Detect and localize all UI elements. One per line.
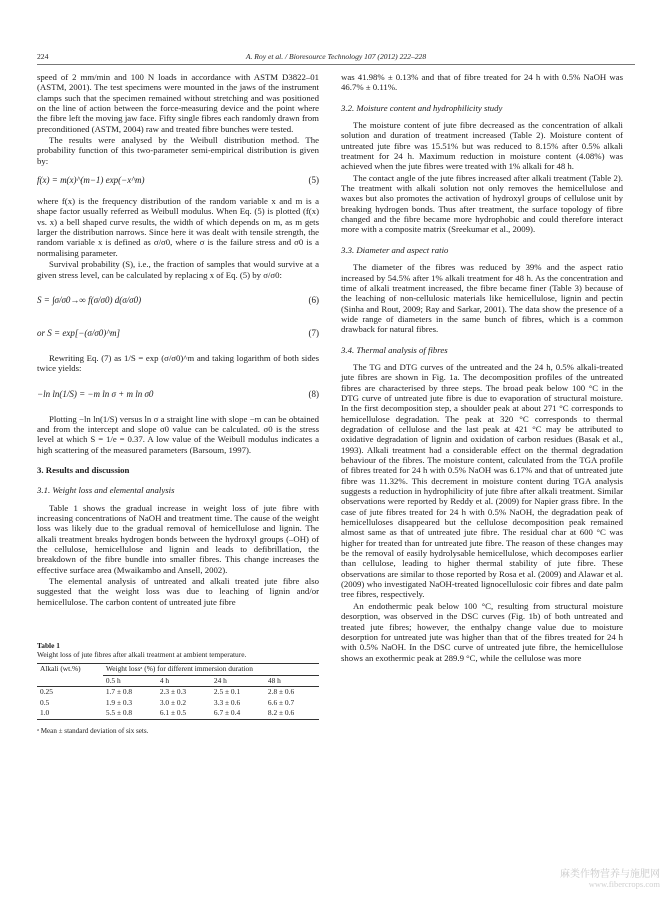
table-cell: 0.5 xyxy=(40,697,50,707)
table-1 xyxy=(37,663,319,720)
paragraph: Survival probability (S), i.e., the fraction of samples that would survive at a given stress level, can be calculated by replacing x of Eq. (5) by σ/σ0: xyxy=(37,259,319,280)
table-footnote: ᵃ Mean ± standard deviation of six sets. xyxy=(37,727,149,735)
table-row xyxy=(37,687,319,698)
table-cell: 3.3 ± 0.6 xyxy=(213,697,241,707)
paragraph: An endothermic peak below 100 °C, resulting from structural moisture desorption, was observed in the DSC curves (Fig. 1b) of both untreated and treated jute fibres; however, the enthalpy change value due to moisture desorption for untreated jute was higher than that of the fibres treated for 24 h with 0.5% NaOH. In the DSC curve of untreated jute fibre, the hemicellulose shows an exothermic peak at 289.9 °C, while the cellulose was more xyxy=(341,600,623,663)
table-cell: 3.0 ± 0.2 xyxy=(159,697,187,707)
table-cell: 2.3 ± 0.3 xyxy=(159,687,187,697)
table-row xyxy=(37,698,319,709)
watermark-text: 麻类作物营养与施肥网 xyxy=(560,869,660,880)
page-number: 224 xyxy=(37,52,49,61)
table-header: Alkali (wt.%) xyxy=(37,664,103,676)
paragraph: Plotting −ln ln(1/S) versus ln σ a straight line with slope −m can be obtained and from the intercept and slope σ0 value can be calculated. σ0 is the stress level at which S = 1/e = 0.37. A low value of the Weibull modulus indicates a high scattering of the measured parameters (Barsoum, 1997). xyxy=(37,413,319,455)
journal-citation: A. Roy et al. / Bioresource Technology 107 (2012) 222–228 xyxy=(245,52,427,61)
table-header: 4 h xyxy=(157,675,211,687)
table-cell: 1.9 ± 0.3 xyxy=(105,697,133,707)
table-header: 0.5 h xyxy=(103,675,157,687)
table-cell: 2.5 ± 0.1 xyxy=(213,687,241,697)
table-cell: 1.7 ± 0.8 xyxy=(105,687,133,697)
table-cell: 6.1 ± 0.5 xyxy=(157,708,211,719)
table-cell: 0.25 xyxy=(40,687,53,697)
subsection-heading: 3.2. Moisture content and hydrophilicity study xyxy=(341,102,503,113)
equation-body: or S = exp[−(σ/σ0)^m] xyxy=(37,327,121,338)
table-header: 24 h xyxy=(211,675,265,687)
equation-body: −ln ln(1/S) = −m ln σ + m ln σ0 xyxy=(37,388,154,399)
table-header: Weight lossᵃ (%) for different immersion duration xyxy=(103,664,319,676)
subsection-heading: 3.1. Weight loss and elemental analysis xyxy=(37,485,175,496)
table-caption-text: Weight loss of jute fibres after alkali treatment at ambient temperature. xyxy=(37,650,247,660)
table-caption xyxy=(37,641,319,659)
table-cell: 6.7 ± 0.4 xyxy=(211,708,265,719)
watermark-url: www.fibercrops.com xyxy=(588,879,660,889)
paragraph: where f(x) is the frequency distribution of the random variable x and m is a shape factor usually referred as Weibull modulus. When Eq. (5) is plotted (f(x) vs. x) a bell shaped curve results, the width of which depends on m, as m gets larger the distribution narrows. Since here it was dealt with tensile strength, the random variable x is defined as σ/σ0, where σ is the failure stress and σ0 is a normalising parameter. xyxy=(37,196,319,258)
table-cell: 1.0 xyxy=(37,708,103,719)
right-column xyxy=(341,72,623,663)
equation-8 xyxy=(37,381,319,407)
paragraph: The diameter of the fibres was reduced by 39% and the aspect ratio increased by 54.5% after 1% alkali treatment for 48 h. As the concentration and time of alkali treatment increased, the fibre became finer (Table 3) because of the leaching of non-cellulosic materials like hemicellulose, lignin and pectin (Sinha and Rout, 2009; Ray and Sarkar, 2001). The data show the presence of a wide range of diameters in the same bunch of fibres, which is a common drawback for natural fibres. xyxy=(341,262,623,335)
equation-number: (8) xyxy=(308,388,319,399)
left-column xyxy=(37,72,319,736)
header-rule xyxy=(37,64,635,65)
table-cell: 2.8 ± 0.6 xyxy=(267,687,295,697)
table-cell: 5.5 ± 0.8 xyxy=(103,708,157,719)
equation-body: S = ∫σ/σ0→∞ f(σ/σ0) d(σ/σ0) xyxy=(37,294,142,305)
paragraph: Rewriting Eq. (7) as 1/S = exp (σ/σ0)^m and taking logarithm of both sides twice yields: xyxy=(37,352,319,374)
equation-5 xyxy=(37,173,319,189)
table-label: Table 1 xyxy=(37,641,60,651)
paragraph: speed of 2 mm/min and 100 N loads in accordance with ASTM D3822–01 (ASTM, 2001). The test specimens were mounted in the jaws of the instrument clamps such that the specimen remained without stretching and was positioned on the line of action between the force-measuring device and the point where the fibre left the moving jaw face. Fifty single fibres each randomly drawn from preconditioned (ASTM, 2004) raw and treated fibre bunches were tested. xyxy=(37,72,319,134)
table-cell: 8.2 ± 0.6 xyxy=(265,708,319,719)
equation-number: (6) xyxy=(308,294,319,305)
paragraph: was 41.98% ± 0.13% and that of fibre treated for 24 h with 0.5% NaOH was 46.7% ± 0.11%. xyxy=(341,72,623,93)
paragraph: The moisture content of jute fibre decreased as the concentration of alkali solution and duration of treatment increased (Table 2). Moisture content of untreated jute fibre was 15.51% but was reduced to 8.15% after 0.5% alkali treatment for 24 h. Maximum reduction in moisture content (4.08%) was achieved when the jute fibres were treated with 1% alkali for 48 h. xyxy=(341,120,623,172)
equation-number: (5) xyxy=(308,175,319,186)
equation-6 xyxy=(37,287,319,313)
section-heading: 3. Results and discussion xyxy=(37,464,130,475)
paragraph: The contact angle of the jute fibres increased after alkali treatment (Table 2). The treatment with alkali solution not only removes the hemicellulose and waxes but also promotes the activation of hydroxyl groups of cellulose unit by breaking hydrogen bonds. Thus after treatment, the surface topology of fibre changed and the fibre became more hydrophobic and could therefore interact more with a composite matrix (Sreekumar et al., 2009). xyxy=(341,172,623,235)
table-cell: 6.6 ± 0.7 xyxy=(267,697,295,707)
paragraph: The TG and DTG curves of the untreated and the 24 h, 0.5% alkali-treated jute fibres are shown in Fig. 1a. The decomposition profiles of the untreated fibres are characterised by three steps. The broad peak below 100 °C in the DTG curve of untreated jute fibre is due to evaporation of structural moisture. In the first decomposition step, a shoulder peak at about 271 °C corresponds to hemicellulose degradation. The peak at 320 °C corresponds to thermal degradation of cellulose and the last peak at 421 °C may be attributed to oxidative degradation of lignin and oxidation of carbon residues (Basak et al., 1993). Alkali treatment had a considerable effect on the thermal degradation behaviour of the fibres. The moisture content, calculated from the TGA profile of fibres treated for 24 h with 0.5% NaOH was 6.17% and that of untreated jute fibre was 11.32%. This decrement in moisture content during TGA analysis suggests a reduction in hydrophilicity of jute fibre after alkali treatment. Similar observations were reported by Reddy et al. (2009) for Napier grass fibre. In the case of jute fibres treated for 24 h with 0.5% NaOH, the degradation peak of hemicelluloses disappeared but the cellulose decomposition peak remained almost same as that of untreated jute fibre. The residual char at 600 °C was higher for treated than for untreated jute fibre. The reason of these changes may be the removal of easily hydrolysable hemicellulose, which decomposes earlier than cellulose, leading to higher thermal stability of jute fibre. These observations are similar to those reported by Rosa et al. (2009) and Alawar et al. (2009) who investigated NaOH-treated lignocellulosic coir fibres and date palm tree fibres, respectively. xyxy=(341,361,623,600)
table-header: 48 h xyxy=(265,675,319,687)
table-row xyxy=(37,708,319,719)
equation-7 xyxy=(37,320,319,346)
equation-number: (7) xyxy=(308,327,319,338)
paragraph: Table 1 shows the gradual increase in weight loss of jute fibre with increasing concentrations of NaOH and treatment time. The cause of the weight loss was likely due to the gradual removal of hemicellulose and lignin. The alkali treatment breaks hydrogen bonds between the hydroxyl groups (–OH) of the cellulose, hemicellulose and lignin and leads to defibrillation, the breakdown of the fibre bundle into smaller fibres. This change increases the effective surface area (Mwaikambo and Ansell, 2002). xyxy=(37,502,319,575)
subsection-heading: 3.4. Thermal analysis of fibres xyxy=(341,344,448,355)
paragraph: The results were analysed by the Weibull distribution method. The probability function of this two-parameter semi-empirical distribution is given by: xyxy=(37,135,319,166)
subsection-heading: 3.3. Diameter and aspect ratio xyxy=(341,244,449,255)
paragraph: The elemental analysis of untreated and alkali treated jute fibre also suggested that the weight loss was due to leaching of lignin and/or hemicellulose. The carbon content of untreated jute fibre xyxy=(37,576,319,607)
running-header xyxy=(37,52,635,64)
equation-body: f(x) = m(x)^(m−1) exp(−x^m) xyxy=(37,175,145,186)
